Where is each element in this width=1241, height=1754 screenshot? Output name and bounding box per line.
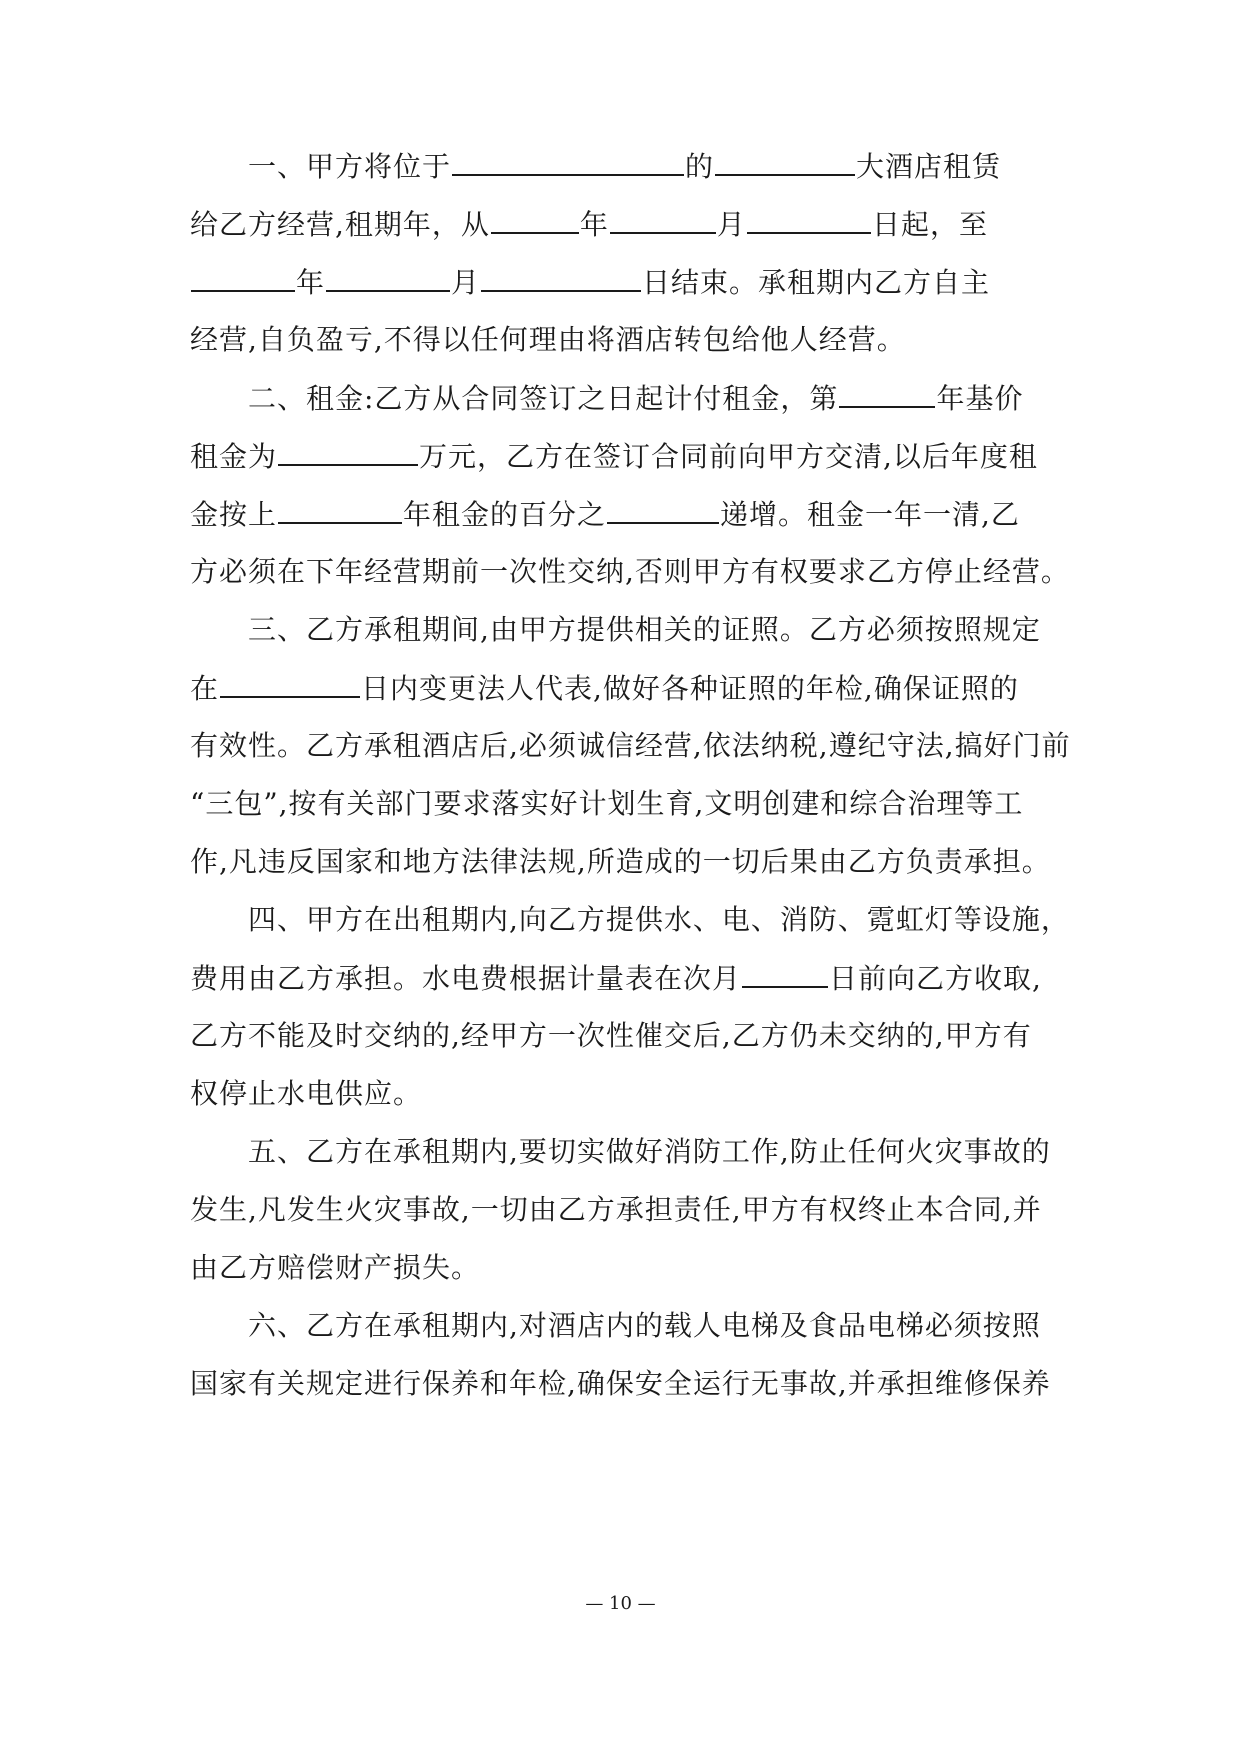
text-run: 六、乙方在承租期内,对酒店内的载人电梯及食品电梯必须按照 [248, 1309, 1041, 1342]
text-run: 年租金的百分之 [403, 498, 607, 531]
p4-line-4 [190, 1062, 1065, 1126]
text-run: 国家有关规定进行保养和年检,确保安全运行无事故,并承担维修保养 [190, 1367, 1051, 1400]
p2-line-4 [190, 540, 1070, 604]
p4-line-2 [190, 946, 1065, 1010]
text-run: 经营,自负盈亏,不得以任何理由将酒店转包给他人经营。 [190, 323, 906, 356]
text-run: 日前向乙方收取, [829, 962, 1042, 995]
fill-blank[interactable] [326, 250, 450, 292]
fill-blank[interactable] [747, 192, 871, 234]
text-run: 月 [716, 208, 746, 241]
fill-blank[interactable] [491, 192, 579, 234]
text-run: 月 [451, 266, 481, 299]
text-run: 金按上 [190, 498, 278, 531]
p3-line-1 [248, 598, 1065, 662]
text-run: 给乙方经营,租期年，从 [190, 208, 490, 241]
fill-blank[interactable] [452, 134, 684, 176]
text-run: 方必须在下年经营期前一次性交纳,否则甲方有权要求乙方停止经营。 [190, 555, 1070, 588]
p3-line-2 [190, 656, 1065, 720]
p5-line-2 [190, 1178, 1065, 1242]
fill-blank[interactable] [742, 946, 828, 988]
text-run: 五、乙方在承租期内,要切实做好消防工作,防止任何火灾事故的 [248, 1135, 1051, 1168]
text-run: 二、租金:乙方从合同签订之日起计付租金，第 [248, 382, 839, 415]
p1-line-1 [248, 134, 1065, 198]
fill-blank[interactable] [278, 424, 418, 466]
p3-line-3 [190, 714, 1071, 778]
text-run: 作,凡违反国家和地方法律法规,所造成的一切后果由乙方负责承担。 [190, 845, 1051, 878]
text-run: 年 [296, 266, 326, 299]
text-run: 三、乙方承租期间,由甲方提供相关的证照。乙方必须按照规定 [248, 613, 1041, 646]
text-run: 权停止水电供应。 [190, 1077, 423, 1110]
text-run: 费用由乙方承担。水电费根据计量表在次月 [190, 962, 742, 995]
fill-blank[interactable] [715, 134, 855, 176]
p2-line-1 [248, 366, 1065, 430]
p5-line-1 [248, 1120, 1065, 1184]
p1-line-4 [190, 308, 1065, 372]
text-run: 由乙方赔偿财产损失。 [190, 1251, 481, 1284]
text-run: 的 [685, 150, 715, 183]
p1-line-3 [190, 250, 1065, 314]
text-run: 有效性。乙方承租酒店后,必须诚信经营,依法纳税,遵纪守法,搞好门前 [190, 729, 1071, 762]
p5-line-3 [190, 1236, 1065, 1300]
p4-line-3 [190, 1004, 1065, 1068]
fill-blank[interactable] [278, 482, 402, 524]
text-run: 年基价 [936, 382, 1024, 415]
fill-blank[interactable] [481, 250, 641, 292]
text-run: 万元，乙方在签订合同前向甲方交清,以后年度租 [419, 440, 1038, 473]
fill-blank[interactable] [610, 192, 716, 234]
text-run: 日起，至 [871, 208, 988, 241]
text-run: “三包”,按有关部门要求落实好计划生育,文明创建和综合治理等工 [190, 787, 1024, 820]
p3-line-5 [190, 830, 1065, 894]
fill-blank[interactable] [839, 366, 935, 408]
text-run: 日内变更法人代表,做好各种证照的年检,确保证照的 [361, 672, 1019, 705]
text-run: 乙方不能及时交纳的,经甲方一次性催交后,乙方仍未交纳的,甲方有 [190, 1019, 1032, 1052]
text-run: 递增。租金一年一清,乙 [720, 498, 1020, 531]
text-run: 四、甲方在出租期内,向乙方提供水、电、消防、霓虹灯等设施， [248, 903, 1070, 936]
text-run: 租金为 [190, 440, 278, 473]
text-run: 日结束。承租期内乙方自主 [642, 266, 991, 299]
fill-blank[interactable] [220, 656, 360, 698]
p6-line-2 [190, 1352, 1065, 1416]
text-run: 一、甲方将位于 [248, 150, 452, 183]
p1-line-2 [190, 192, 1065, 256]
p3-line-4 [190, 772, 1065, 836]
p6-line-1 [248, 1294, 1065, 1358]
p2-line-2 [190, 424, 1065, 488]
text-run: 年 [579, 208, 609, 241]
p2-line-3 [190, 482, 1065, 546]
text-run: 大酒店租赁 [856, 150, 1002, 183]
fill-blank[interactable] [607, 482, 719, 524]
text-run: 发生,凡发生火灾事故,一切由乙方承担责任,甲方有权终止本合同,并 [190, 1193, 1042, 1226]
page-number: — 10 — [585, 1593, 656, 1614]
p4-line-1 [248, 888, 1070, 952]
text-run: 在 [190, 672, 220, 705]
fill-blank[interactable] [191, 250, 295, 292]
